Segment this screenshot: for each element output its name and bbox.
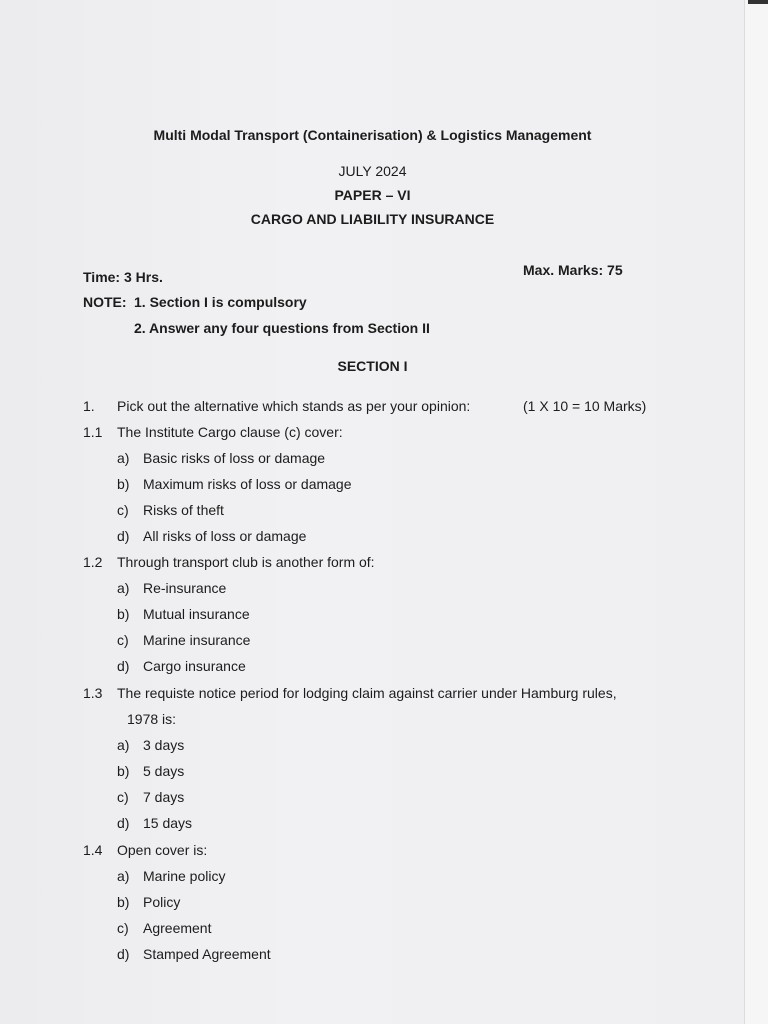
section-title: SECTION I (337, 358, 408, 374)
option-label: c) (117, 920, 129, 936)
exam-session: JULY 2024 (338, 163, 407, 179)
question-number: 1.2 (83, 554, 103, 570)
option-text: 3 days (143, 737, 185, 753)
option-label: c) (117, 502, 129, 518)
option-text: Re-insurance (143, 580, 227, 596)
option-text: Policy (143, 894, 181, 910)
option-label: c) (117, 789, 129, 805)
page-edge (744, 0, 768, 1024)
option-text: Marine policy (143, 868, 226, 884)
option-label: b) (117, 763, 130, 779)
question-text: Through transport club is another form of: (117, 554, 375, 570)
question-text: Open cover is: (117, 842, 208, 858)
edge-mark (748, 0, 768, 4)
option-label: a) (117, 580, 130, 596)
question-marks: (1 X 10 = 10 Marks) (523, 398, 647, 414)
option-text: Risks of theft (143, 502, 224, 518)
option-label: d) (117, 528, 130, 544)
option-label: d) (117, 658, 130, 674)
option-text: Agreement (143, 920, 212, 936)
option-text: 5 days (143, 763, 185, 779)
option-label: b) (117, 606, 130, 622)
course-title: Multi Modal Transport (Containerisation) & Logistics Management (153, 127, 592, 143)
question-text: Pick out the alternative which stands as per your opinion: (117, 398, 471, 414)
option-label: b) (117, 894, 130, 910)
question-number: 1.4 (83, 842, 103, 858)
option-text: Cargo insurance (143, 658, 246, 674)
option-text: All risks of loss or damage (143, 528, 307, 544)
option-label: a) (117, 868, 130, 884)
option-text: Maximum risks of loss or damage (143, 476, 352, 492)
option-label: b) (117, 476, 130, 492)
option-label: c) (117, 632, 129, 648)
option-text: Stamped Agreement (143, 946, 271, 962)
time-allowed: Time: 3 Hrs. (83, 269, 163, 285)
note-label: NOTE: (83, 294, 127, 310)
option-label: d) (117, 815, 130, 831)
question-number: 1. (83, 398, 95, 414)
note-item-1: 1. Section I is compulsory (134, 294, 307, 310)
note-item-2: 2. Answer any four questions from Section II (134, 320, 430, 336)
option-label: d) (117, 946, 130, 962)
option-text: Basic risks of loss or damage (143, 450, 326, 466)
option-text: Marine insurance (143, 632, 251, 648)
question-text: The requiste notice period for lodging claim against carrier under Hamburg rules, (117, 685, 617, 701)
question-text: The Institute Cargo clause (c) cover: (117, 424, 343, 440)
option-text: 15 days (143, 815, 193, 831)
option-text: Mutual insurance (143, 606, 250, 622)
option-text: 7 days (143, 789, 185, 805)
paper-subject: CARGO AND LIABILITY INSURANCE (250, 211, 495, 227)
max-marks: Max. Marks: 75 (523, 262, 623, 278)
question-number: 1.3 (83, 685, 103, 701)
option-label: a) (117, 450, 130, 466)
paper-number: PAPER – VI (334, 187, 411, 203)
option-label: a) (117, 737, 130, 753)
question-text-continued: 1978 is: (127, 711, 177, 727)
question-number: 1.1 (83, 424, 103, 440)
